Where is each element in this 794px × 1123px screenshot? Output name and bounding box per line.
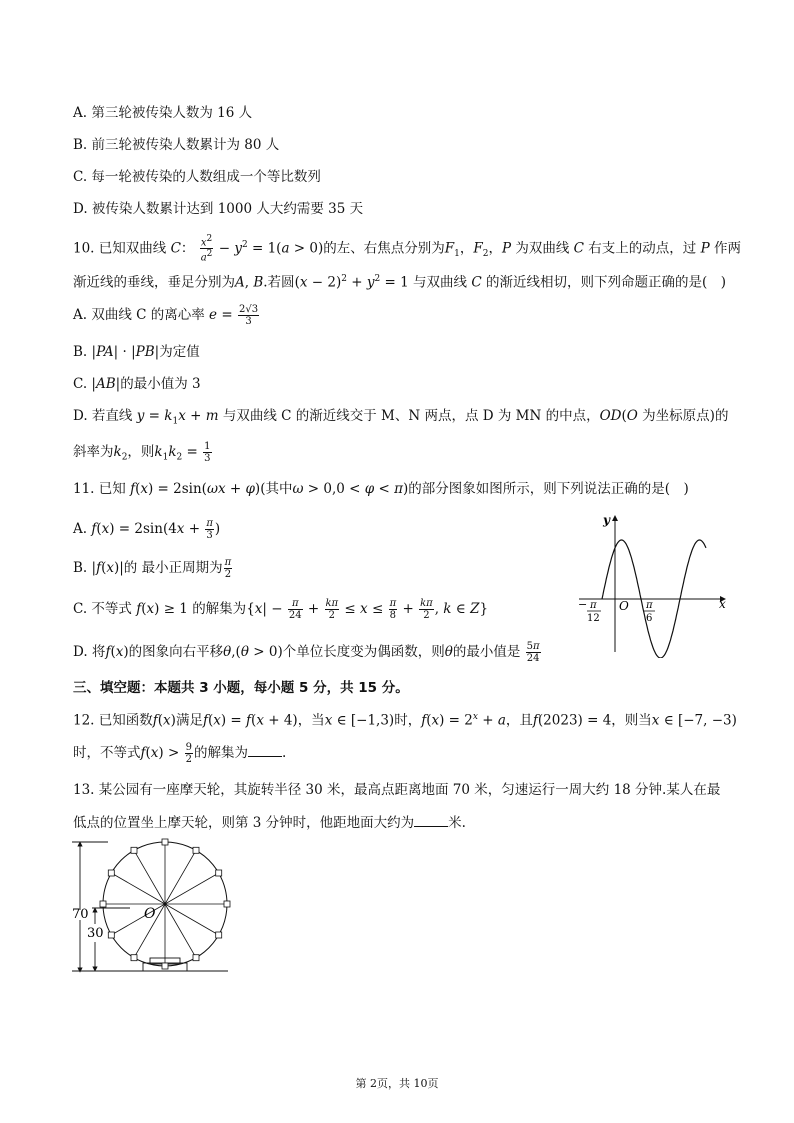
q10-option-d-line2: 斜率为$k_2$，则$k_1k_2$ = $\frac{1}{3}$	[73, 441, 211, 464]
tick-pos-den: 6	[646, 613, 653, 624]
spoke	[165, 904, 219, 935]
cabin	[162, 963, 168, 969]
q12-line1: 12. 已知函数f(x)满足f(x) = f(x + 4)，当x ∈ [−1,3)时，$f(x) = 2^x + a$，且f(2023) = 4，则当x ∈ [−7, −3)	[73, 712, 737, 729]
spoke	[134, 850, 165, 904]
cabin	[216, 932, 222, 938]
tick-neg-pi: π	[590, 600, 597, 611]
cabin	[216, 870, 222, 876]
label-70: 70	[72, 907, 89, 922]
q12-line2: 时，不等式f(x) > $\frac{9}{2}$ 的解集为 .	[73, 742, 287, 765]
q11-sine-graph	[575, 510, 735, 658]
cabin	[193, 847, 199, 853]
q13-answer-blank[interactable]	[414, 814, 448, 827]
q10-option-c: C. |AB|的最小值为 3	[73, 376, 201, 392]
q10-option-b: B. |PA| · |PB|为定值	[73, 344, 200, 360]
q11-option-d: D. 将f(x)的图象向右平移θ,(θ > 0)个单位长度变为偶函数，则θ的最小值是 $\frac{5\pi}{24}$	[73, 641, 540, 664]
wheel-spokes	[100, 839, 230, 969]
q11-stem: 11. 已知 f(x) = 2sin(ωx + φ)(其中ω > 0,0 < φ < π)的部分图象如图所示，则下列说法正确的是( )	[73, 481, 689, 497]
q10-option-d-line1: D. 若直线 $y = k_1x + m$ 与双曲线 C 的渐近线交于 M、N 两点，点 D 为 MN 的中点，OD(O 为坐标原点)的	[73, 408, 729, 427]
tick-neg-minus: −	[578, 598, 588, 611]
cabin	[162, 839, 168, 845]
tick-neg-den: 12	[587, 613, 600, 624]
cabin	[108, 870, 114, 876]
q11-option-b: B. |f(x)|的 最小正周期为 $\frac{\pi}{2}$	[73, 557, 232, 580]
x-axis-label: x	[719, 597, 726, 611]
q9-option-b: B. 前三轮被传染人数累计为 80 人	[73, 137, 280, 153]
wheel-center-label: O	[144, 906, 156, 922]
q12-answer-blank[interactable]	[248, 744, 282, 757]
spoke	[165, 850, 196, 904]
cabin	[193, 955, 199, 961]
spoke	[111, 904, 165, 935]
page-footer: 第 2页，共 10页	[355, 1077, 439, 1090]
q10-option-a: A. 双曲线 C 的离心率 e = $\frac{2√3}{3}$	[73, 304, 259, 327]
cabin	[108, 932, 114, 938]
cabin	[224, 901, 230, 907]
y-axis-label: y	[603, 513, 610, 527]
q9-option-c: C. 每一轮被传染的人数组成一个等比数列	[73, 169, 321, 185]
q10-stem-line2: 渐近线的垂线，垂足分别为A, B.若圆$(x - 2)^2 + y^2 = 1$ 与双曲线 C 的渐近线相切，则下列命题正确的是( )	[73, 274, 726, 291]
label-30: 30	[87, 926, 104, 941]
section-heading-fill-in: 三、填空题：本题共 3 小题，每小题 5 分，共 15 分。	[73, 680, 409, 696]
spoke	[165, 904, 196, 958]
q11-option-a: A. f(x) = 2sin(4x + $\frac{\pi}{3}$ )	[73, 518, 221, 541]
spoke	[111, 873, 165, 904]
q13-line1: 13. 某公园有一座摩天轮，其旋转半径 30 米，最高点距离地面 70 米，匀速运行一周大约 18 分钟.某人在最	[73, 782, 721, 798]
q13-line2: 低点的位置坐上摩天轮，则第 3 分钟时，他距地面大约为 米.	[73, 815, 466, 831]
tick-pos-pi: π	[646, 600, 653, 611]
origin-label: O	[619, 599, 629, 613]
cabin	[131, 847, 137, 853]
spoke	[165, 873, 219, 904]
q9-option-a: A. 第三轮被传染人数为 16 人	[73, 105, 253, 121]
cabin	[100, 901, 106, 907]
q9-option-d: D. 被传染人数累计达到 1000 人大约需要 35 天	[73, 201, 364, 217]
q11-option-c: C. 不等式 f(x) ≥ 1 的解集为{x| − $\frac{\pi}{24}$ + $\frac{k\pi}{2}$ ≤ x ≤ $\frac{\pi}{8}$ + $\frac{k\pi}{2}$ , k ∈ Z}	[73, 598, 489, 621]
cabin	[131, 955, 137, 961]
q10-stem-line1: 10. 已知双曲线 C： $\frac{x2}{a2}$ − $y^2 = 1(a > 0)$的左、右焦点分别为$F_1$，$F_2$，P 为双曲线 C 右支上的动点，过 P 作两	[73, 234, 741, 264]
ferris-wheel-figure	[68, 838, 233, 980]
